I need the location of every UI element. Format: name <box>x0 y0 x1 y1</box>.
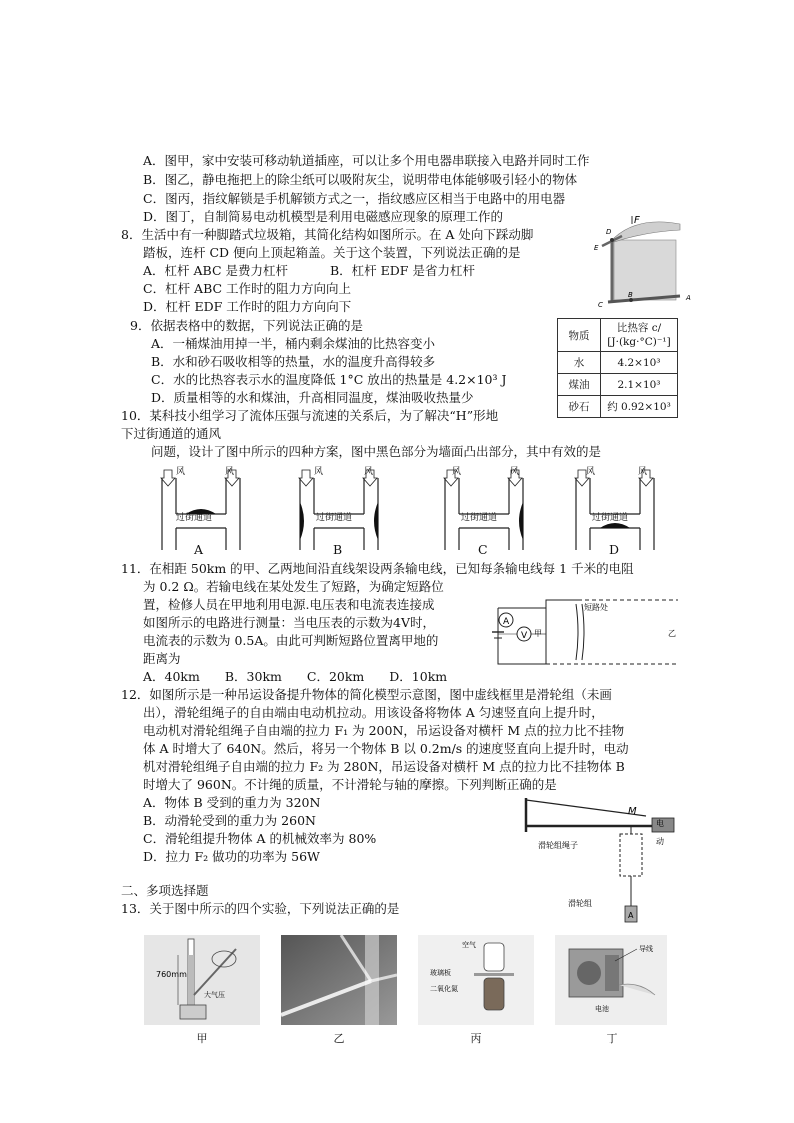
label-f: F <box>634 215 640 226</box>
q12-line-1: 12．如图所示是一种吊运设备提升物体的简化模型示意图，图中虚线框里是滑轮组（未画 <box>121 687 612 702</box>
q8-option-c: C．杠杆 ABC 工作时的阻力方向向上 <box>143 281 352 296</box>
wind-label: 风 <box>176 467 186 477</box>
wind-label: 风 <box>314 467 324 477</box>
q11-stem-1: 11．在相距 50km 的甲、乙两地间沿直线架设两条输电线，已知每条输电线每 1 千米的电阻 <box>121 561 634 576</box>
motor-label-2: 动 <box>656 837 664 846</box>
gas-diffusion-photo <box>418 935 534 1025</box>
q11-options: A．40km B．30km C．20km D．10km <box>143 669 448 684</box>
caption-yi: 乙 <box>333 1032 345 1045</box>
label-m: M <box>628 806 637 817</box>
q10-stem-1: 10．某科技小组学习了流体压强与流速的关系后，为了解决“H”形地 <box>121 408 499 423</box>
table-cell-name: 砂石 <box>558 396 601 418</box>
q11-stem-5: 电流表的示数为 0.5A。由此可判断短路位置离甲地的 <box>143 633 439 648</box>
q12-option-c: C．滑轮组提升物体 A 的机械效率为 80% <box>143 831 377 846</box>
ammeter-label: A <box>503 617 510 627</box>
q12-line-2: 出），滑轮组绳子的自由端由电动机拉动。用该设备将物体 A 匀速竖直向上提升时， <box>143 705 604 720</box>
q12-line-3: 电动机对滑轮组绳子自由端的拉力 F₁ 为 200N，吊运设备对横杆 M 点的拉力比不挂物 <box>143 723 625 738</box>
q11-stem-3: 置，检修人员在甲地利用电源.电压表和电流表连接成 <box>143 597 435 612</box>
q9-stem: 9．依据表格中的数据，下列说法正确的是 <box>130 318 363 333</box>
q12-line-5: 机对滑轮组绳子自由端的拉力 F₂ 为 280N，吊运设备对横杆 M 点的拉力比不挂物体 B <box>143 759 625 774</box>
section-title: 二、多项选择题 <box>121 883 209 898</box>
hoist-figure <box>520 796 690 926</box>
label-a: A <box>686 294 691 302</box>
wind-label: 风 <box>364 467 374 477</box>
air-label: 空气 <box>462 941 476 949</box>
q9-option-b: B．水和砂石吸收相等的热量，水的温度升高得较多 <box>151 354 436 369</box>
q11-stem-2: 为 0.2 Ω。若输电线在某处发生了短路，为确定短路位 <box>143 579 444 594</box>
q10-stem-2: 下过街通道的通风 <box>121 426 222 441</box>
label-e: E <box>594 244 599 252</box>
q7-option-a: A．图甲，家中安装可移动轨道插座，可以让多个用电器串联接入电路并同时工作 <box>143 153 590 168</box>
short-circuit-figure <box>488 592 688 670</box>
label-c: C <box>598 301 603 309</box>
scheme-label-d: D <box>609 542 620 557</box>
q7-option-b: B．图乙，静电拖把上的除尘纸可以吸附灰尘，说明带电体能够吸引轻小的物体 <box>143 172 578 187</box>
table-header-substance: 物质 <box>558 319 601 352</box>
label-b: B <box>628 291 633 299</box>
passage-label: 过街通道 <box>592 513 629 523</box>
jia-label: 甲 <box>534 629 542 638</box>
wind-label: 风 <box>452 467 462 477</box>
glass-plate-label: 玻璃板 <box>430 969 451 977</box>
q13-stem: 13．关于图中所示的四个实验，下列说法正确的是 <box>121 901 400 916</box>
table-header-heat <box>601 319 678 352</box>
q8-option-a: A．杠杆 ABC 是费力杠杆 <box>143 263 288 278</box>
table-cell-name: 煤油 <box>558 374 601 396</box>
short-label: 短路处 <box>584 603 608 612</box>
wind-label: 风 <box>225 467 235 477</box>
battery-label: 电池 <box>595 1005 609 1013</box>
table-cell-value: 4.2×10³ <box>601 352 678 374</box>
scheme-label-b: B <box>333 542 343 557</box>
caption-bing: 丙 <box>470 1032 482 1045</box>
q8-option-d: D．杠杆 EDF 工作时的阻力方向向下 <box>143 299 352 314</box>
q11-stem-6: 距离为 <box>143 651 181 666</box>
passage-label: 过街通道 <box>176 513 213 523</box>
q7-option-d: D．图丁，自制简易电动机模型是利用电磁感应现象的原理工作的 <box>143 209 504 224</box>
q9-option-d: D．质量相等的水和煤油，升高相同温度，煤油吸收热量少 <box>151 390 474 405</box>
wind-label: 风 <box>586 467 596 477</box>
q8-stem-2: 踏板，连杆 CD 便向上顶起箱盖。关于这个装置，下列说法正确的是 <box>143 245 521 260</box>
wind-label: 风 <box>638 467 648 477</box>
table-cell-value: 2.1×10³ <box>601 374 678 396</box>
table-cell-value: 约 0.92×10³ <box>601 396 678 418</box>
radio-battery-photo <box>555 935 667 1025</box>
q12-option-b: B．动滑轮受到的重力为 260N <box>143 813 316 828</box>
q9-option-a: A．一桶煤油用掉一半，桶内剩余煤油的比热容变小 <box>151 336 436 351</box>
rope-label: 滑轮组绳子 <box>538 841 578 850</box>
q9-option-c: C．水的比热容表示水的温度降低 1°C 放出的热量是 4.2×10³ J <box>151 372 507 387</box>
voltmeter-label: V <box>521 631 528 641</box>
trash-bin-lever-figure <box>584 210 696 312</box>
q12-line-6: 时增大了 960N。不计绳的质量，不计滑轮与轴的摩擦。下列判断正确的是 <box>143 777 557 792</box>
q10-stem-3: 问题，设计了图中所示的四种方案，图中黑色部分为墙面凸出部分，其中有效的是 <box>151 444 602 459</box>
light-refraction-photo <box>281 935 397 1025</box>
object-a-label: A <box>628 911 634 920</box>
torricelli-height-label: 760mm <box>156 970 187 979</box>
passage-label: 过街通道 <box>316 513 353 523</box>
scheme-label-c: C <box>478 542 488 557</box>
table-header-heat-2: [J·(kg·°C)⁻¹] <box>607 336 671 348</box>
q7-option-c: C．图丙，指纹解锁是手机解锁方式之一，指纹感应区相当于电路中的用电器 <box>143 191 566 206</box>
caption-jia: 甲 <box>196 1032 208 1045</box>
wire-label: 导线 <box>639 945 653 953</box>
motor-label-1: 电 <box>656 819 664 828</box>
yi-label: 乙 <box>668 629 676 638</box>
q8-option-b: B．杠杆 EDF 是省力杠杆 <box>330 263 475 278</box>
scheme-label-a: A <box>194 542 204 557</box>
torricelli-photo <box>144 935 260 1025</box>
q12-line-4: 体 A 时增大了 640N。然后，将另一个物体 B 以 0.2m/s 的速度竖直向上提升时，电动 <box>143 741 629 756</box>
specific-heat-table <box>557 318 678 418</box>
passage-label: 过街通道 <box>461 513 498 523</box>
table-cell-name: 水 <box>558 352 601 374</box>
q12-option-a: A．物体 B 受到的重力为 320N <box>143 795 321 810</box>
table-header-heat-1: 比热容 c/ <box>616 322 662 334</box>
q12-option-d: D．拉力 F₂ 做功的功率为 56W <box>143 849 320 864</box>
caption-ding: 丁 <box>606 1032 618 1045</box>
label-d: D <box>606 228 612 236</box>
q11-stem-4: 如图所示的电路进行测量：当电压表的示数为4V时， <box>143 615 435 630</box>
air-pressure-label: 大气压 <box>204 991 225 999</box>
pulley-label: 滑轮组 <box>568 899 592 908</box>
wind-label: 风 <box>510 467 520 477</box>
q8-stem-1: 8．生活中有一种脚踏式垃圾箱，其简化结构如图所示。在 A 处向下踩动脚 <box>121 227 534 242</box>
no2-label: 二氧化氮 <box>430 985 458 993</box>
